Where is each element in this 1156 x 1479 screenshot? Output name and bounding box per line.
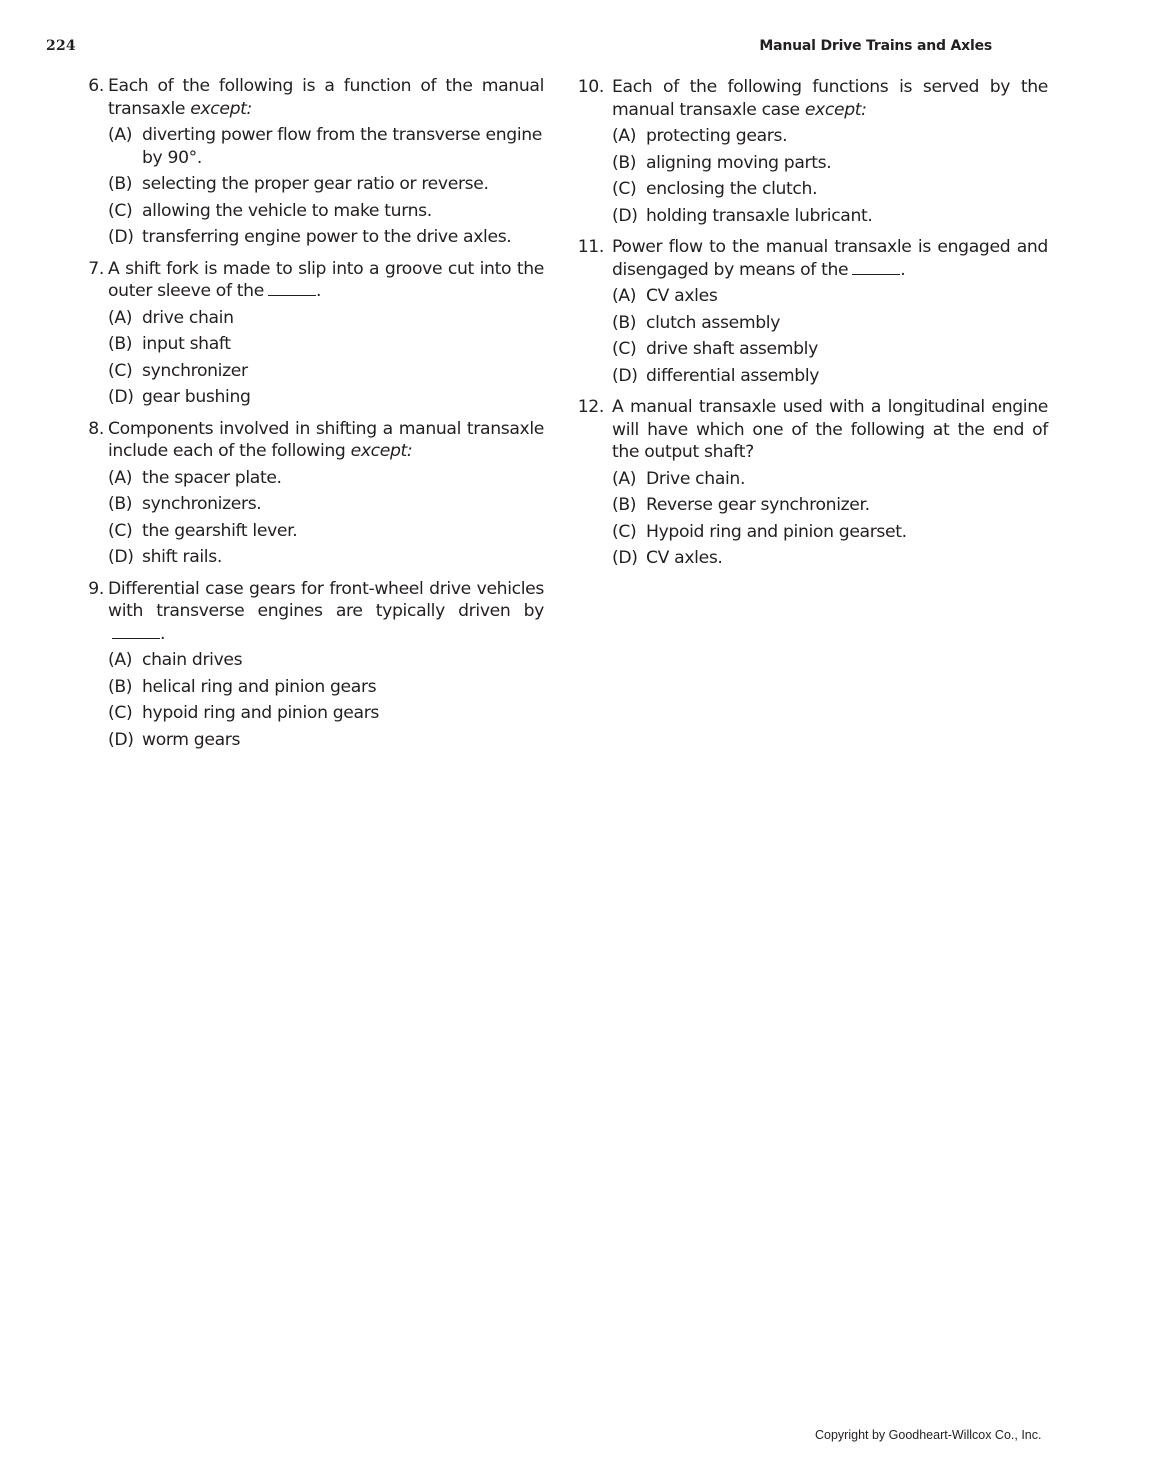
option-letter: (B) (612, 495, 637, 515)
option-letter: (A) (108, 467, 133, 488)
option-a (612, 125, 1048, 148)
option-a (108, 467, 544, 490)
question-stem: Components involved in shifting a manual transaxle include each of the following except: (108, 418, 544, 461)
answer-blank (852, 260, 900, 275)
left-column (74, 75, 544, 760)
option-c (612, 521, 1048, 544)
option-c (612, 178, 1048, 201)
question-11 (578, 236, 1048, 387)
question-8 (74, 418, 544, 569)
question-number: 12. (577, 397, 604, 417)
option-text: synchronizers. (142, 494, 262, 514)
option-b (108, 173, 544, 196)
option-letter: (A) (612, 126, 637, 146)
option-letter: (D) (108, 729, 134, 750)
option-d (612, 365, 1048, 388)
option-text: allowing the vehicle to make turns. (142, 200, 432, 221)
option-b (108, 493, 544, 516)
option-text: chain drives (142, 650, 243, 670)
option-text: drive chain (142, 307, 234, 328)
option-d (612, 205, 1048, 228)
copyright-notice: Copyright by Goodheart-Willcox Co., Inc. (815, 1428, 1042, 1442)
answer-blank (268, 281, 316, 296)
question-12 (578, 396, 1048, 570)
option-c (108, 520, 544, 543)
except-emphasis: except: (190, 98, 252, 119)
option-text: differential assembly (646, 365, 820, 386)
option-letter: (B) (612, 312, 637, 333)
page-number: 224 (46, 38, 76, 54)
option-a (612, 468, 1048, 491)
option-text: synchronizer (142, 360, 248, 381)
option-text: the gearshift lever. (142, 520, 298, 541)
option-letter: (C) (612, 179, 637, 199)
question-10 (578, 76, 1048, 227)
option-text: enclosing the clutch. (646, 179, 818, 199)
option-letter: (B) (108, 334, 133, 354)
option-c (108, 360, 544, 383)
option-text: Drive chain. (646, 468, 746, 489)
option-letter: (C) (108, 520, 133, 541)
question-stem: A manual transaxle used with a longitudinal engine will have which one of the following at the end of the output shaft? (612, 397, 1048, 462)
option-text: Reverse gear synchronizer. (646, 495, 870, 515)
question-7 (74, 258, 544, 409)
option-text: diverting power flow from the transverse engine by 90°. (142, 125, 543, 168)
option-text: shift rails. (142, 547, 222, 567)
option-letter: (D) (108, 387, 134, 407)
option-c (612, 338, 1048, 361)
option-text: drive shaft assembly (646, 339, 818, 359)
except-emphasis: except: (350, 441, 413, 461)
option-letter: (D) (612, 548, 638, 568)
option-text: clutch assembly (646, 312, 781, 333)
option-text: CV axles. (646, 548, 723, 568)
option-letter: (B) (108, 676, 133, 697)
option-letter: (B) (108, 494, 133, 514)
option-b (612, 494, 1048, 517)
option-letter: (A) (612, 286, 637, 306)
question-stem: A shift fork is made to slip into a groove cut into the outer sleeve of the . (108, 258, 544, 301)
except-emphasis: except: (804, 99, 867, 120)
option-text: worm gears (142, 729, 241, 750)
question-number: 8. (88, 418, 104, 439)
question-stem: Differential case gears for front-wheel drive vehicles with transverse engines are typically driven by. (108, 578, 544, 644)
option-text: gear bushing (142, 387, 251, 407)
option-text: hypoid ring and pinion gears (142, 703, 380, 723)
question-stem: Each of the following functions is served by the manual transaxle case except: (612, 77, 1048, 120)
question-number: 6. (88, 76, 104, 96)
option-letter: (D) (108, 547, 134, 567)
option-text: input shaft (142, 334, 231, 354)
running-head-title: Manual Drive Trains and Axles (759, 38, 992, 54)
option-c (108, 702, 544, 725)
option-letter: (C) (612, 339, 637, 359)
option-a (108, 124, 544, 169)
question-stem: Power flow to the manual transaxle is engaged and disengaged by means of the . (612, 237, 1048, 280)
option-text: helical ring and pinion gears (142, 676, 377, 697)
option-b (612, 312, 1048, 335)
option-a (612, 285, 1048, 308)
question-stem: Each of the following is a function of the manual transaxle except: (108, 76, 544, 119)
option-b (108, 676, 544, 699)
option-d (108, 386, 544, 409)
option-a (108, 307, 544, 330)
question-number: 9. (88, 578, 104, 599)
option-letter: (A) (108, 125, 133, 145)
option-letter: (A) (108, 307, 133, 328)
option-text: CV axles (646, 286, 718, 306)
option-b (612, 152, 1048, 175)
option-letter: (B) (108, 174, 133, 194)
option-c (108, 200, 544, 223)
question-number: 11. (577, 237, 604, 257)
option-d (108, 729, 544, 752)
option-text: selecting the proper gear ratio or reverse. (142, 174, 489, 194)
question-9 (74, 578, 544, 752)
option-d (612, 547, 1048, 570)
option-letter: (D) (612, 205, 638, 226)
question-6 (74, 75, 544, 249)
answer-blank (112, 624, 160, 639)
option-letter: (C) (108, 200, 133, 221)
option-text: protecting gears. (646, 126, 788, 146)
option-text: aligning moving parts. (646, 152, 832, 173)
option-d (108, 226, 544, 249)
option-letter: (B) (612, 152, 637, 173)
option-b (108, 333, 544, 356)
option-letter: (A) (108, 650, 133, 670)
option-text: holding transaxle lubricant. (646, 205, 873, 226)
option-text: transferring engine power to the drive axles. (142, 227, 512, 247)
option-text: Hypoid ring and pinion gearset. (646, 521, 907, 542)
option-letter: (C) (108, 703, 133, 723)
option-letter: (D) (612, 365, 638, 386)
option-a (108, 649, 544, 672)
option-letter: (C) (108, 360, 133, 381)
option-d (108, 546, 544, 569)
right-column (578, 76, 1048, 579)
option-letter: (C) (612, 521, 637, 542)
option-text: the spacer plate. (142, 467, 282, 488)
option-letter: (D) (108, 227, 134, 247)
option-letter: (A) (612, 468, 637, 489)
question-number: 7. (88, 258, 104, 279)
question-number: 10. (577, 77, 604, 97)
